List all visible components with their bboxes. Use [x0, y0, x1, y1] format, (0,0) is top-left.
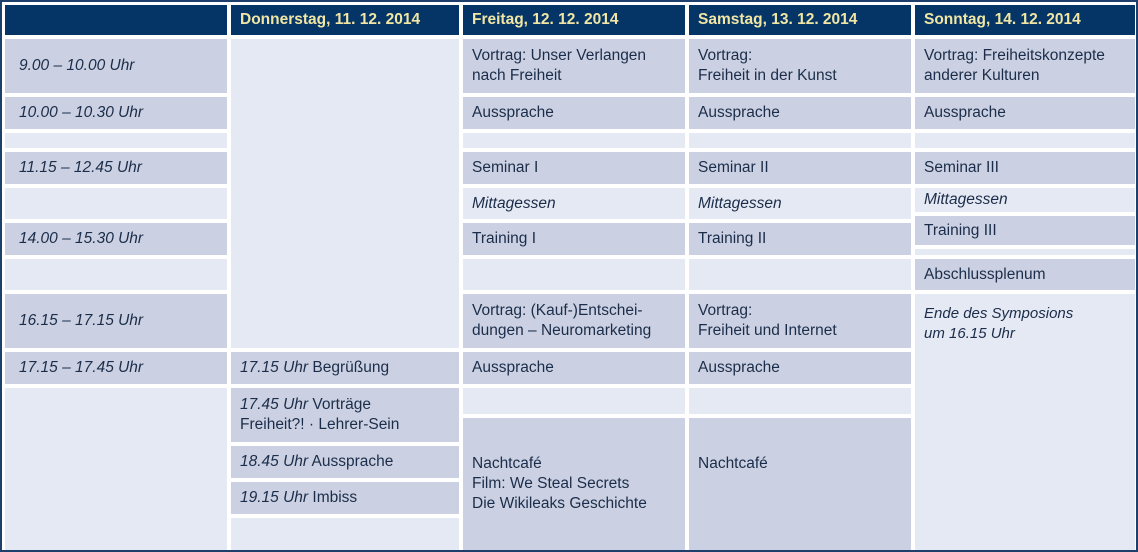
sunday-gap	[915, 249, 1135, 255]
sunday-abschlussplenum: Abschlussplenum	[915, 259, 1135, 290]
saturday-vortrag-1: Vortrag: Freiheit in der Kunst	[689, 39, 911, 93]
time-gap	[5, 259, 227, 290]
friday-nachtcafe: Nachtcafé Film: We Steal Secrets Die Wikileaks Geschichte	[463, 418, 685, 550]
sunday-seminar: Seminar III	[915, 152, 1135, 184]
saturday-aussprache-2: Aussprache	[689, 352, 911, 384]
event-title: Imbiss	[308, 489, 358, 506]
event-time: 17.45 Uhr	[240, 396, 309, 413]
time-slot-5: 16.15 – 17.15 Uhr	[5, 294, 227, 348]
header-thursday: Donnerstag, 11. 12. 2014	[231, 5, 459, 35]
friday-seminar: Seminar I	[463, 152, 685, 184]
sunday-ende: Ende des Symposions um 16.15 Uhr	[915, 294, 1135, 550]
friday-aussprache-1: Aussprache	[463, 97, 685, 129]
saturday-gap	[689, 388, 911, 414]
saturday-gap	[689, 133, 911, 148]
saturday-aussprache-1: Aussprache	[689, 97, 911, 129]
thursday-aussprache	[231, 446, 459, 478]
saturday-nachtcafe-fill	[689, 510, 911, 550]
saturday-seminar: Seminar II	[689, 152, 911, 184]
time-gap	[5, 133, 227, 148]
saturday-vortrag-2: Vortrag: Freiheit und Internet	[689, 294, 911, 348]
time-slot-4: 14.00 – 15.30 Uhr	[5, 223, 227, 255]
sunday-gap	[915, 133, 1135, 148]
event-title: Vorträge Freiheit?! · Lehrer-Sein	[240, 396, 400, 433]
friday-mittagessen: Mittagessen	[463, 188, 685, 219]
time-slot-3: 11.15 – 12.45 Uhr	[5, 152, 227, 184]
friday-training: Training I	[463, 223, 685, 255]
event-time: 19.15 Uhr	[240, 489, 309, 506]
sunday-aussprache-1: Aussprache	[915, 97, 1135, 129]
time-slot-6: 17.15 – 17.45 Uhr	[5, 352, 227, 384]
friday-aussprache-2: Aussprache	[463, 352, 685, 384]
saturday-gap	[689, 259, 911, 290]
time-slot-1: 9.00 – 10.00 Uhr	[5, 39, 227, 93]
event-time: 17.15 Uhr	[240, 359, 309, 376]
friday-gap	[463, 259, 685, 290]
header-sunday: Sonntag, 14. 12. 2014	[915, 5, 1135, 35]
event-title: Aussprache	[308, 453, 394, 470]
thursday-empty	[231, 518, 459, 550]
sunday-vortrag-1: Vortrag: Freiheitskonzepte anderer Kulturen	[915, 39, 1135, 93]
friday-gap	[463, 133, 685, 148]
saturday-mittagessen: Mittagessen	[689, 188, 911, 219]
thursday-begruessung	[231, 352, 459, 384]
sunday-mittagessen: Mittagessen	[915, 188, 1135, 212]
saturday-training: Training II	[689, 223, 911, 255]
time-gap	[5, 188, 227, 219]
header-friday: Freitag, 12. 12. 2014	[463, 5, 685, 35]
time-empty	[5, 388, 227, 550]
event-title: Begrüßung	[308, 359, 390, 376]
header-time-column	[5, 5, 227, 35]
saturday-nachtcafe: Nachtcafé	[689, 418, 911, 510]
thursday-imbiss	[231, 482, 459, 514]
thursday-empty	[231, 39, 459, 348]
friday-vortrag-2: Vortrag: (Kauf-)Entschei- dungen – Neuromarketing	[463, 294, 685, 348]
friday-gap	[463, 388, 685, 414]
time-slot-2: 10.00 – 10.30 Uhr	[5, 97, 227, 129]
thursday-vortraege	[231, 388, 459, 442]
event-time: 18.45 Uhr	[240, 453, 309, 470]
friday-vortrag-1: Vortrag: Unser Verlangen nach Freiheit	[463, 39, 685, 93]
sunday-training: Training III	[915, 216, 1135, 245]
header-saturday: Samstag, 13. 12. 2014	[689, 5, 911, 35]
